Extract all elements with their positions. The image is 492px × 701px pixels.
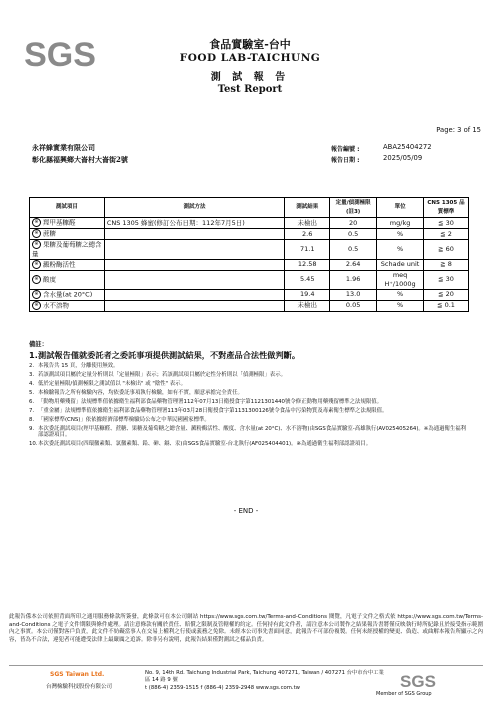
cell-limit: 0.05	[330, 300, 377, 311]
note-number: 4.	[29, 381, 35, 387]
cell-method	[104, 300, 284, 311]
note-number: 10.	[29, 441, 38, 447]
note-number: 6.	[29, 399, 35, 405]
header-result: 測試結果	[285, 198, 330, 218]
item-name: 果糖及葡萄糖之總含量	[32, 240, 102, 258]
cell-standard: ≦ 2	[424, 229, 469, 240]
cell-item	[30, 259, 105, 270]
accredited-mark-icon: ※	[32, 275, 41, 284]
note-item	[29, 399, 469, 405]
cell-unit: %	[377, 289, 424, 300]
end-marker: - END -	[233, 507, 259, 515]
note-number: 3.	[29, 372, 35, 378]
header-method: 測試方法	[104, 198, 284, 218]
footer-divider	[9, 665, 483, 666]
table-row	[30, 218, 469, 229]
note-text: 若該測試項目屬於定量分析則以「定量極限」表示；若該測試項目屬於定性分析則以「偵測極限」表示。	[38, 372, 286, 378]
cell-standard: ≧ 60	[424, 240, 469, 260]
cell-standard: ≦ 0.1	[424, 300, 469, 311]
cell-unit: Schade unit	[377, 259, 424, 270]
report-number-label: 報告編號 :	[331, 146, 360, 153]
table-row	[30, 240, 469, 260]
note-text: 本報告共 15 頁，分離使用無效。	[38, 363, 119, 369]
footer-contact-line: t (886-4) 2359-1515 f (886-4) 2359-2948 www.sgs.com.tw	[145, 684, 301, 691]
cell-item	[30, 270, 105, 289]
header-item: 測試項目	[30, 198, 105, 218]
cell-method	[104, 240, 284, 260]
note-text: 「動物用藥殘留」法規標準值依據衛生福利部食品藥物管理署112年07月13日衛授食字第1121301440號令修正動物用藥殘留標準之法規限值。	[38, 399, 383, 405]
cell-result: 未檢出	[285, 218, 330, 229]
header-unit: 單位	[377, 198, 424, 218]
lab-name-cn: 食品實驗室-台中	[209, 38, 291, 51]
notes-title: 備註：	[29, 341, 48, 348]
footer-sgs-logo-text: SGS	[400, 672, 436, 690]
note-number: 8.	[29, 417, 35, 423]
note-item	[29, 408, 469, 414]
note-item	[29, 363, 469, 369]
note-item	[29, 351, 469, 360]
cell-result: 2.6	[285, 229, 330, 240]
cell-method: CNS 1305 蜂蜜(修訂公布日期：112年7月5日)	[104, 218, 284, 229]
cell-limit: 2.64	[330, 259, 377, 270]
table-row	[30, 229, 469, 240]
cell-standard: ≦ 30	[424, 218, 469, 229]
cell-limit: 0.5	[330, 229, 377, 240]
note-text: 本檢驗報告之所有檢驗內容，均依委託事項執行檢驗，如有不實，願意承擔完全責任。	[38, 390, 243, 396]
item-name: 含水量(at 20°C)	[43, 290, 93, 299]
cell-method	[104, 270, 284, 289]
cell-result: 19.4	[285, 289, 330, 300]
table-header-row	[30, 198, 469, 218]
page-number: Page: 3 of 15	[436, 126, 481, 134]
note-text: 本次委託測試項目(四環黴素類、氯黴素類、鉛、砷、鎘、汞)由SGS食品實驗室-台北執行(AF025404401)。※為通過衛生福利部認證項目。	[38, 441, 372, 447]
cell-item	[30, 289, 105, 300]
lab-name-en: FOOD LAB-TAICHUNG	[179, 52, 321, 64]
note-text: 本次委託測試項目(羥甲基糠醛、蔗糖、果糖及葡萄糖之總含量、澱粉酶活性、酸度、含水量(at 20°C)、水不溶物)由SGS食品實驗室-高雄執行(AV025405264)。※為通過衛生福利部認證項目。	[38, 426, 467, 438]
cell-item	[30, 240, 105, 260]
header-standard: CNS 1305 品質標準	[424, 198, 469, 218]
footer-sgs-logo	[396, 670, 440, 690]
item-name: 澱粉酶活性	[43, 260, 76, 269]
sgs-logo	[19, 33, 101, 75]
cell-method	[104, 229, 284, 240]
report-date: 2025/05/09	[383, 154, 423, 162]
accredited-mark-icon: ※	[32, 301, 41, 310]
item-name: 羥甲基糠醛	[43, 218, 76, 227]
disclaimer-text: 此報告係本公司依照背面所印之通用服務條款所簽發，此條款可在本公司網站 https://www.sgs.com.tw/Terms-and-Conditions 閱覽，凡電子文件之格式依 https://www.sgs.com.tw/Terms-and-Conditions 之電子文件期限與條件處理。請注意條款有關於責任、賠償之限制及管轄權的約定。任何持有此文件者，請注意本公司製作之結果報告書將僅反映執行時所紀錄且於接受指示範圍內之事實。本公司僅對客戶負責，此文件不妨礙當事人在交易上權利之行使或義務之免除。未經本公司事先書面同意，此報告不可部份複製。任何未經授權的變更、偽造、或曲解本報告所顯示之內容，皆為不合法，違犯者可能遭受法律上最嚴厲之追訴。除非另有說明，此報告結果僅對測試之樣品負責。	[9, 614, 483, 643]
cell-standard: ≦ 20	[424, 289, 469, 300]
report-number: ABA25404272	[383, 143, 432, 151]
cell-method	[104, 289, 284, 300]
cell-limit: 13.0	[330, 289, 377, 300]
note-item	[29, 390, 469, 396]
note-text: 測試報告僅就委託者之委託事項提供測試結果，不對產品合法性做判斷。	[38, 350, 301, 360]
note-number: 5.	[29, 390, 35, 396]
cell-method	[104, 259, 284, 270]
cell-item	[30, 300, 105, 311]
footer-member: Member of SGS Group	[376, 691, 432, 697]
client-name: 永祥蜂實業有限公司	[32, 143, 95, 152]
accredited-mark-icon: ※	[32, 290, 41, 299]
results-table	[29, 197, 469, 312]
note-number: 1.	[29, 350, 38, 360]
footer-company-cn: 台灣檢驗科技股份有限公司	[46, 684, 113, 690]
cell-unit: %	[377, 300, 424, 311]
footer-company: SGS Taiwan Ltd.	[50, 671, 105, 678]
note-text: 低於定量極限/偵測極限之測試值以 "未檢出" 或 "陰性" 表示。	[38, 381, 186, 387]
cell-limit: 1.96	[330, 270, 377, 289]
note-item	[29, 372, 469, 378]
item-name: 蔗糖	[43, 229, 56, 238]
cell-standard: ≦ 30	[424, 270, 469, 289]
item-name: 酸度	[43, 275, 56, 284]
note-item	[29, 417, 469, 423]
report-title-cn: 測 試 報 告	[210, 72, 290, 83]
cell-result: 未檢出	[285, 300, 330, 311]
header-limit: 定量/偵測極限(註3)	[330, 198, 377, 218]
cell-result: 12.58	[285, 259, 330, 270]
accredited-mark-icon: ※	[32, 260, 41, 269]
note-number: 7.	[29, 408, 35, 414]
accredited-mark-icon: ※	[32, 240, 41, 249]
note-number: 2.	[29, 363, 35, 369]
cell-result: 71.1	[285, 240, 330, 260]
cell-unit: meq H⁺/1000g	[377, 270, 424, 289]
cell-limit: 0.5	[330, 240, 377, 260]
footer-address	[145, 670, 385, 692]
note-item	[29, 381, 469, 387]
report-date-label: 報告日期 :	[331, 157, 360, 164]
cell-unit: %	[377, 240, 424, 260]
notes-section	[29, 342, 469, 450]
accredited-mark-icon: ※	[32, 229, 41, 238]
client-address: 彰化縣福興鄉大崙村大崙街2號	[32, 155, 128, 164]
sgs-logo-text: SGS	[24, 36, 96, 74]
table-row	[30, 300, 469, 311]
cell-item	[30, 218, 105, 229]
cell-item	[30, 229, 105, 240]
report-title-en: Test Report	[217, 84, 283, 95]
cell-unit: mg/kg	[377, 218, 424, 229]
table-row	[30, 259, 469, 270]
note-item	[29, 426, 469, 438]
cell-result: 5.45	[285, 270, 330, 289]
cell-limit: 20	[330, 218, 377, 229]
footer-address-line: No. 9, 14th Rd. Taichung Industrial Park, Taichung 407271, Taiwan / 407271 台中市台中工業區 14 路 9 號	[145, 670, 384, 684]
note-number: 9.	[29, 426, 35, 432]
accredited-mark-icon: ※	[32, 218, 41, 227]
item-name: 水不溶物	[43, 301, 69, 310]
note-text: 「國家標準(CNS)」依依據經濟部標準檢驗局公布之中華民國國家標準。	[38, 417, 210, 423]
cell-unit: %	[377, 229, 424, 240]
table-row	[30, 270, 469, 289]
table-row	[30, 289, 469, 300]
note-text: 「重金屬」法規標準值依據衛生福利部食品藥物管理署113年03月28日衛授食字第1131300126號令食品中污染物質及毒素衛生標準之法規限值。	[38, 408, 388, 414]
cell-standard: ≧ 8	[424, 259, 469, 270]
note-item	[29, 441, 469, 447]
